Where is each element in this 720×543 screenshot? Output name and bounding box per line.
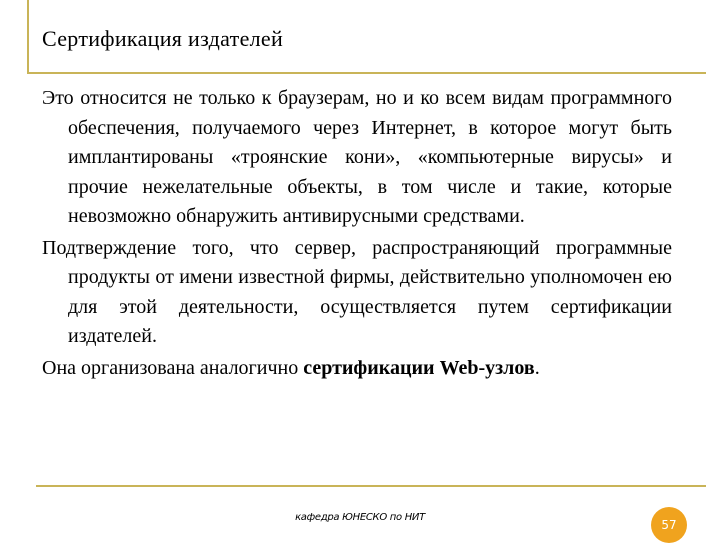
page-number-badge — [651, 507, 687, 543]
slide-content — [42, 84, 672, 385]
page-number: 57 — [661, 518, 677, 532]
paragraph-3-suffix: . — [534, 356, 540, 379]
title-divider-line — [27, 72, 706, 74]
paragraph-3 — [42, 354, 672, 384]
frame-vertical-line — [27, 0, 29, 74]
slide-title: Сертификация издателей — [42, 26, 284, 51]
footer-caption: кафедра ЮНЕСКО по НИТ — [295, 512, 425, 523]
paragraph-3-bold: сертификации Web-узлов — [303, 356, 535, 379]
paragraph-3-prefix: Она организована аналогично — [42, 356, 304, 379]
paragraph-2: Подтверждение того, что сервер, распространяющий программные продукты от имени известной фирмы, действительно уполномочен ею для этой деятельности, осуществляется путем сертификации издателей. — [42, 236, 672, 347]
footer-divider-line — [36, 485, 706, 487]
paragraph-1: Это относится не только к браузерам, но и ко всем видам программного обеспечения, получаемого через Интернет, в которое могут быть имплантированы «троянские кони», «компьютерные вирусы» и прочие нежелательные объекты, в том числе и такие, которые невозможно обнаружить антивирусными средствами. — [42, 87, 672, 227]
